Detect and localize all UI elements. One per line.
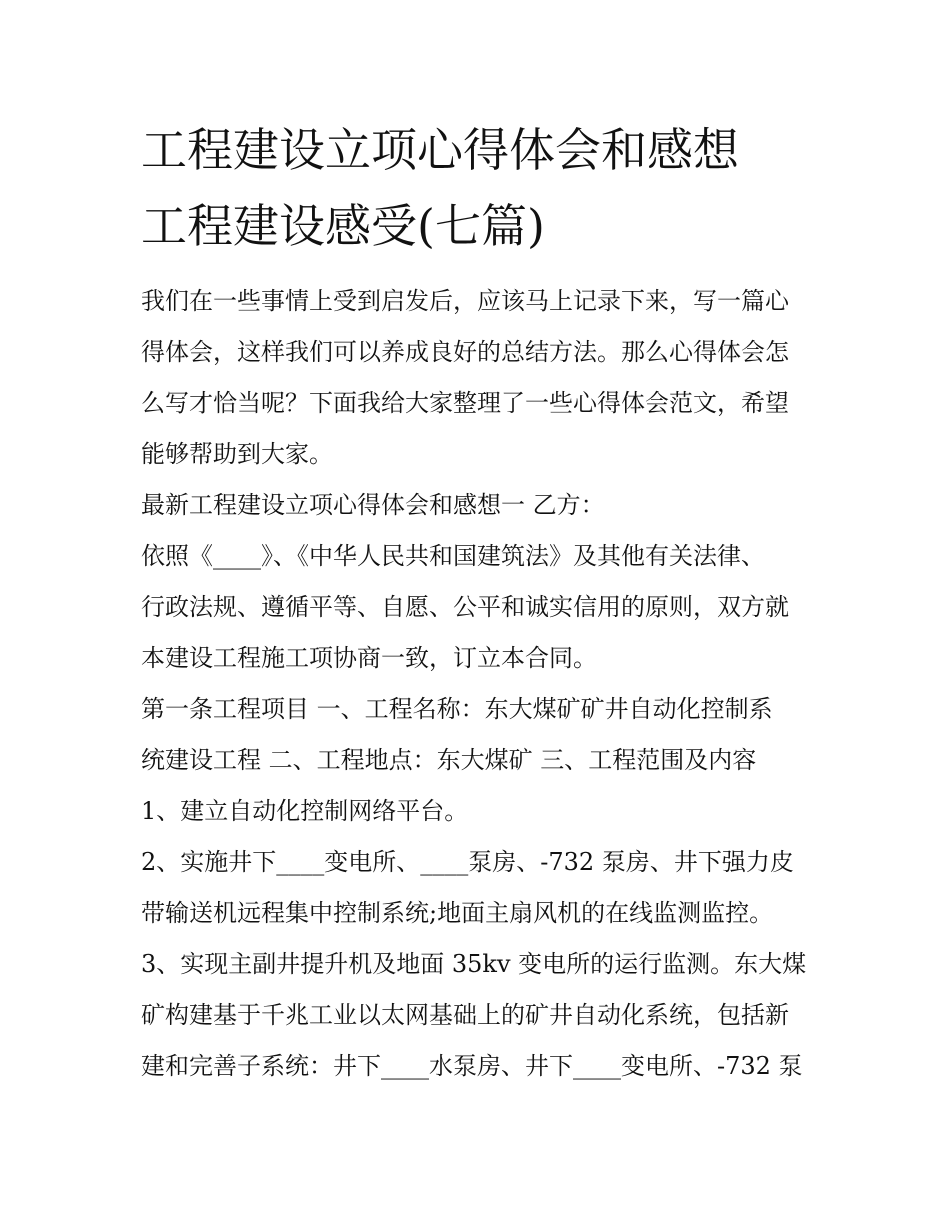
body-line: 么写才恰当呢？下面我给大家整理了一些心得体会范文，希望 [141, 389, 789, 417]
title-line-1: 工程建设立项心得体会和感想 [141, 123, 739, 177]
body-line: 我们在一些事情上受到启发后，应该马上记录下来，写一篇心 [141, 287, 789, 315]
body-line: 行政法规、遵循平等、自愿、公平和诚实信用的原则，双方就 [141, 593, 789, 621]
document-body [141, 276, 821, 1092]
list-item-line: 1、建立自动化控制网络平台。 [141, 797, 469, 825]
body-line: 矿构建基于千兆工业以太网基础上的矿井自动化系统，包括新 [141, 1001, 789, 1029]
body-line: 本建设工程施工项协商一致，订立本合同。 [141, 644, 597, 672]
body-line: 得体会，这样我们可以养成良好的总结方法。那么心得体会怎 [141, 338, 789, 366]
section-heading-line: 最新工程建设立项心得体会和感想一 乙方： [141, 491, 605, 519]
list-item-line: 2、实施井下____变电所、____泵房、-732 泵房、井下强力皮 [141, 848, 794, 876]
body-line: 建和完善子系统：井下____水泵房、井下____变电所、-732 泵 [141, 1052, 803, 1080]
title-line-2: 工程建设感受(七篇) [141, 199, 545, 253]
body-line: 第一条工程项目 一、工程名称：东大煤矿矿井自动化控制系 [141, 695, 773, 723]
body-line: 统建设工程 二、工程地点：东大煤矿 三、工程范围及内容 [141, 746, 757, 774]
body-line: 带输送机远程集中控制系统;地面主扇风机的在线监测监控。 [141, 899, 774, 927]
list-item-line: 3、实现主副井提升机及地面 35kv 变电所的运行监测。东大煤 [141, 950, 807, 978]
body-line: 依照《____》、《中华人民共和国建筑法》及其他有关法律、 [141, 542, 765, 570]
body-line: 能够帮助到大家。 [141, 440, 333, 468]
document-title [141, 112, 821, 264]
